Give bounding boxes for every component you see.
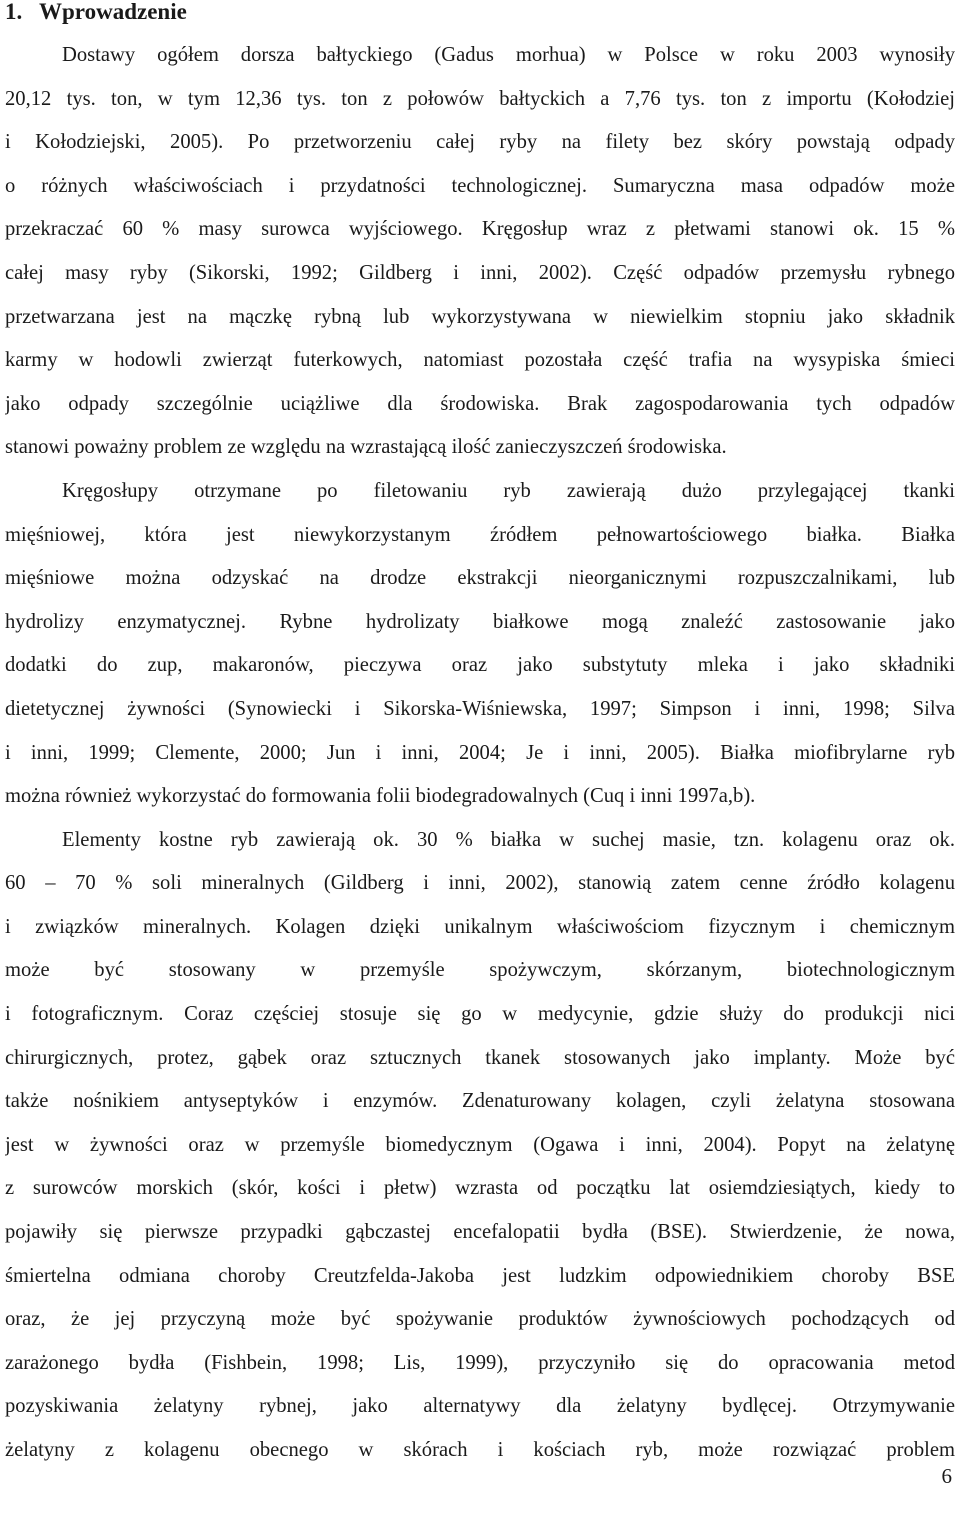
text-line: zarażonego bydła (Fishbein, 1998; Lis, 1999), przyczyniło się do opracowania metod	[5, 1351, 955, 1374]
text-line: dietetycznej żywności (Synowiecki i Sikorska-Wiśniewska, 1997; Simpson i inni, 1998; Silva	[5, 697, 955, 720]
body-text	[5, 34, 955, 1473]
text-line: przekraczać 60 % masy surowca wyjściowego. Kręgosłup wraz z płetwami stanowi ok. 15 %	[5, 218, 955, 241]
text-line: oraz, że jej przyczyną może być spożywanie produktów żywnościowych pochodzących od	[5, 1308, 955, 1331]
text-line: Elementy kostne ryb zawierają ok. 30 % białka w suchej masie, tzn. kolagenu oraz ok.	[62, 828, 955, 851]
text-line: i inni, 1999; Clemente, 2000; Jun i inni, 2004; Je i inni, 2005). Białka miofibrylarne ryb	[5, 741, 955, 764]
text-line: można również wykorzystać do formowania folii biodegradowalnych (Cuq i inni 1997a,b).	[5, 785, 756, 808]
document-page	[5, 0, 955, 1473]
text-line: stanowi poważny problem ze względu na wzrastającą ilość zanieczyszczeń środowiska.	[5, 436, 727, 459]
text-line: Dostawy ogółem dorsza bałtyckiego (Gadus morhua) w Polsce w roku 2003 wynosiły	[62, 44, 955, 66]
text-line: śmiertelna odmiana choroby Creutzfelda-Jakoba jest ludzkim odpowiednikiem choroby BSE	[5, 1264, 955, 1287]
text-line: pojawiły się pierwsze przypadki gąbczastej encefalopatii bydła (BSE). Stwierdzenie, że nowa,	[5, 1221, 955, 1244]
text-line: hydrolizy enzymatycznej. Rybne hydrolizaty białkowe mogą znaleźć zastosowanie jako	[5, 610, 955, 633]
text-line: może być stosowany w przemyśle spożywczym, skórzanym, biotechnologicznym	[5, 959, 955, 982]
text-line: i fotograficznym. Coraz częściej stosuje się go w medycynie, gdzie służy do produkcji nici	[5, 1003, 955, 1026]
section-title: Wprowadzenie	[39, 0, 187, 24]
text-line: i związków mineralnych. Kolagen dzięki unikalnym właściwościom fizycznym i chemicznym	[5, 915, 955, 938]
text-line: o różnych właściwościach i przydatności technologicznej. Sumaryczna masa odpadów może	[5, 174, 955, 197]
text-line: przetwarzana jest na mączkę rybną lub wykorzystywana w niewielkim stopniu jako składnik	[5, 305, 955, 328]
text-line: także nośnikiem antyseptyków i enzymów. Zdenaturowany kolagen, czyli żelatyna stosowana	[5, 1090, 955, 1113]
text-line: i Kołodziejski, 2005). Po przetworzeniu całej ryby na filety bez skóry powstają odpady	[5, 131, 955, 154]
text-line: 60 – 70 % soli mineralnych (Gildberg i inni, 2002), stanowią zatem cenne źródło kolagenu	[5, 872, 955, 895]
text-line: 20,12 tys. ton, w tym 12,36 tys. ton z połowów bałtyckich a 7,76 tys. ton z importu (Kołodziej	[5, 87, 955, 110]
text-line: mięśniowe można odzyskać na drodze ekstrakcji nieorganicznymi rozpuszczalnikami, lub	[5, 567, 955, 590]
text-line: żelatyny z kolagenu obecnego w skórach i kościach ryb, może rozwiązać problem	[5, 1439, 955, 1461]
text-line: z surowców morskich (skór, kości i płetw) wzrasta od początku lat osiemdziesiątych, kiedy to	[5, 1177, 955, 1200]
text-line: jest w żywności oraz w przemyśle biomedycznym (Ogawa i inni, 2004). Popyt na żelatynę	[5, 1133, 955, 1156]
text-line: karmy w hodowli zwierząt futerkowych, natomiast pozostała część trafia na wysypiska śmieci	[5, 349, 955, 372]
section-heading	[5, 0, 955, 26]
text-line: pozyskiwania żelatyny rybnej, jako alternatywy dla żelatyny bydlęcej. Otrzymywanie	[5, 1395, 955, 1418]
text-line: Kręgosłupy otrzymane po filetowaniu ryb zawierają dużo przylegającej tkanki	[62, 479, 955, 502]
page-number: 6	[941, 1464, 952, 1488]
text-line: dodatki do zup, makaronów, pieczywa oraz jako substytuty mleka i jako składniki	[5, 654, 955, 677]
text-line: jako odpady szczególnie uciążliwe dla środowiska. Brak zagospodarowania tych odpadów	[5, 392, 955, 415]
text-line: chirurgicznych, protez, gąbek oraz sztucznych tkanek stosowanych jako implanty. Może być	[5, 1046, 955, 1069]
text-line: mięśniowej, która jest niewykorzystanym źródłem pełnowartościowego białka. Białka	[5, 523, 955, 546]
text-line: całej masy ryby (Sikorski, 1992; Gildberg i inni, 2002). Część odpadów przemysłu rybnego	[5, 261, 955, 284]
section-number: 1.	[5, 0, 23, 24]
